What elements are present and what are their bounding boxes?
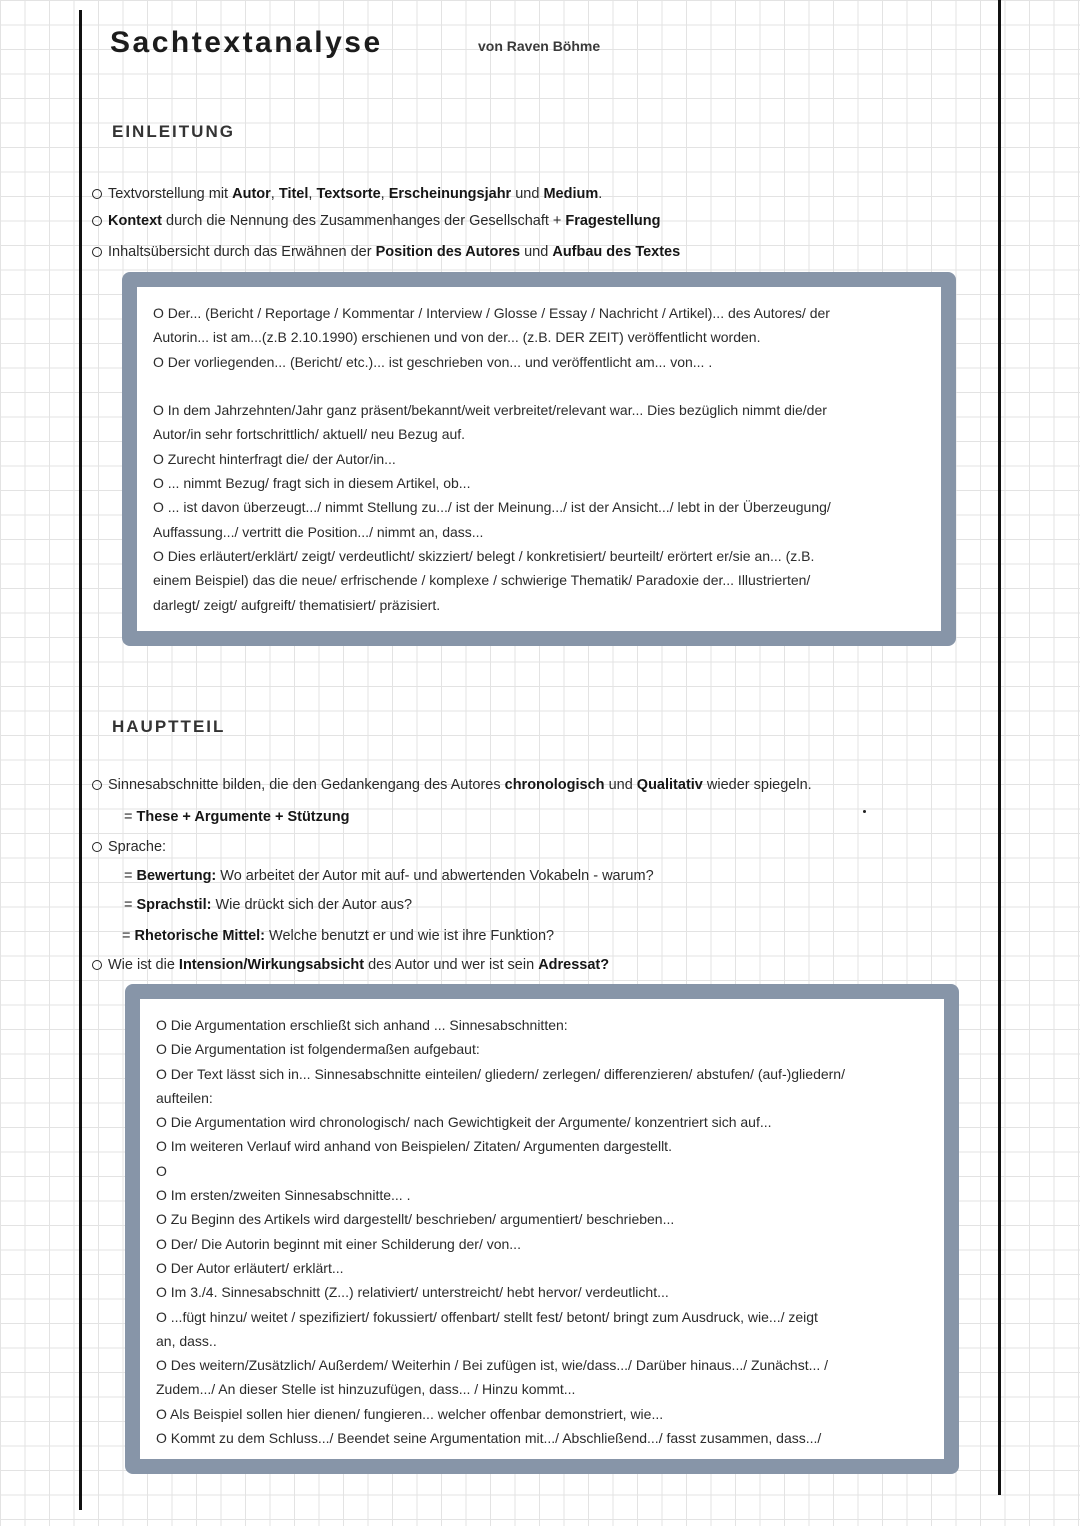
einleitung-phrase-line: Autor/in sehr fortschrittlich/ aktuell/ neu Bezug auf. (153, 426, 466, 443)
section-heading-hauptteil: HAUPTTEIL (112, 717, 226, 736)
einleitung-phrase-line: O In dem Jahrzehnten/Jahr ganz präsent/bekannt/weit verbreitet/relevant war... Dies bezüglich nimmt die/der (153, 402, 827, 419)
author-byline: von Raven Böhme (478, 38, 601, 54)
bullet-text: Inhaltsübersicht durch das Erwähnen der Position des Autores und Aufbau des Textes (108, 244, 681, 260)
hauptteil-phrase-line: O Der/ Die Autorin beginnt mit einer Schilderung der/ von... (156, 1235, 521, 1252)
hauptteil-sub-bewertung: = Bewertung: Wo arbeitet der Autor mit auf- und abwertenden Vokabeln - warum? (124, 868, 654, 884)
einleitung-phrase-line: O ... ist davon überzeugt.../ nimmt Stellung zu.../ ist der Meinung.../ ist der Ansicht.../ lebt in der Überzeugung/ (153, 499, 831, 516)
bullet-text: Sinnesabschnitte bilden, die den Gedankengang des Autores chronologisch und Qualitativ wieder spiegeln. (108, 777, 812, 793)
hauptteil-bullet-intension (92, 955, 609, 975)
einleitung-phrase-line: O Zurecht hinterfragt die/ der Autor/in... (153, 450, 396, 467)
box-spacer (153, 374, 925, 398)
einleitung-bullet-2 (92, 211, 660, 231)
bullet-circle-icon (92, 780, 102, 790)
hauptteil-phrase-line: O ...fügt hinzu/ weitet / spezifiziert/ fokussiert/ offenbart/ stellt fest/ betont/ bringt zum Ausdruck, wie.../ zeigt (156, 1308, 818, 1325)
hauptteil-bullet-sinnesabschnitte (92, 775, 812, 795)
hauptteil-phrase-line: O Der Text lässt sich in... Sinnesabschnitte einteilen/ gliedern/ zerlegen/ differenzieren/ abstufen/ (auf-)gliedern/ (156, 1065, 845, 1082)
bullet-circle-icon (92, 189, 102, 199)
hauptteil-phrase-line: aufteilen: (156, 1089, 213, 1106)
hauptteil-phrase-line: O (156, 1162, 167, 1179)
einleitung-phrase-box (122, 272, 956, 646)
einleitung-phrase-line: O ... nimmt Bezug/ fragt sich in diesem Artikel, ob... (153, 475, 471, 492)
section-heading-einleitung: EINLEITUNG (112, 122, 235, 141)
hauptteil-phrase-line: O Die Argumentation erschließt sich anhand ... Sinnesabschnitten: (156, 1017, 568, 1033)
hauptteil-phrase-line: O Die Argumentation ist folgendermaßen aufgebaut: (156, 1041, 480, 1058)
hauptteil-phrase-line: O Im ersten/zweiten Sinnesabschnitte... . (156, 1187, 411, 1204)
bullet-text: Wie ist die Intension/Wirkungsabsicht des Autor und wer ist sein Adressat? (108, 957, 610, 973)
hauptteil-sub-sprachstil: = Sprachstil: Wie drückt sich der Autor aus? (124, 897, 413, 913)
hauptteil-phrase-line: O Im 3./4. Sinnesabschnitt (Z...) relativiert/ unterstreicht/ hebt hervor/ verdeutlicht... (156, 1284, 669, 1301)
hauptteil-phrase-line: O Der Autor erläutert/ erklärt... (156, 1259, 344, 1276)
einleitung-phrase-line: O Der vorliegenden... (Bericht/ etc.)... ist geschrieben von... und veröffentlicht am... von... . (153, 353, 713, 370)
right-margin-line (998, 0, 1001, 1495)
bullet-text: Sprache: (108, 839, 167, 855)
hauptteil-phrase-line: O Zu Beginn des Artikels wird dargestellt/ beschrieben/ argumentiert/ beschrieben... (156, 1211, 675, 1228)
bullet-circle-icon (92, 216, 102, 226)
left-margin-line (79, 10, 82, 1510)
einleitung-phrase-line: O Dies erläutert/erklärt/ zeigt/ verdeutlicht/ skizziert/ belegt / konkretisiert/ beurteilt/ erörtert er/sie an... (z.B. (153, 547, 815, 564)
bullet-circle-icon (92, 842, 102, 852)
hauptteil-phrase-line: O Die Argumentation wird chronologisch/ nach Gewichtigkeit der Argumente/ konzentriert sich auf... (156, 1114, 772, 1131)
einleitung-phrase-line: Autorin... ist am...(z.B 2.10.1990) erschienen und von der... (z.B. DER ZEIT) veröffentlicht worden. (153, 329, 761, 346)
einleitung-bullet-1 (92, 184, 602, 204)
hauptteil-phrase-box (125, 984, 959, 1474)
bullet-text: Kontext durch die Nennung des Zusammenhanges der Gesellschaft + Fragestellung (108, 213, 661, 229)
hauptteil-phrase-line: O Des weitern/Zusätzlich/ Außerdem/ Weiterhin / Bei zufügen ist, wie/dass.../ Darüber hinaus.../ Zunächst... / (156, 1357, 829, 1374)
stray-dot (863, 810, 866, 813)
einleitung-phrase-line: Auffassung.../ vertritt die Position.../ nimmt an, dass... (153, 523, 484, 540)
hauptteil-sub-these: = These + Argumente + Stützung (124, 809, 350, 825)
bullet-circle-icon (92, 247, 102, 257)
bullet-text: Textvorstellung mit Autor, Titel, Textsorte, Erscheinungsjahr und Medium. (108, 186, 603, 202)
page-title: Sachtextanalyse (110, 26, 383, 59)
hauptteil-phrase-line: O Als Beispiel sollen hier dienen/ fungieren... welcher offenbar demonstriert, wie... (156, 1405, 664, 1422)
hauptteil-sub-rhetorik: = Rhetorische Mittel: Welche benutzt er und wie ist ihre Funktion? (122, 928, 555, 944)
einleitung-bullet-3 (92, 242, 680, 262)
hauptteil-phrase-line: an, dass.. (156, 1332, 217, 1349)
hauptteil-bullet-sprache (92, 837, 166, 857)
einleitung-phrase-line: einem Beispiel) das die neue/ erfrischende / komplexe / schwierige Thematik/ Paradoxie der... Illustrierten/ (153, 572, 811, 589)
einleitung-phrase-line: O Der... (Bericht / Reportage / Kommentar / Interview / Glosse / Essay / Nachricht / Artikel)... des Autores/ der (153, 305, 830, 321)
einleitung-phrase-line: darlegt/ zeigt/ aufgreift/ thematisiert/ präzisiert. (153, 596, 441, 613)
hauptteil-phrase-line: O Kommt zu dem Schluss.../ Beendet seine Argumentation mit.../ Abschließend.../ fasst zusammen, dass.../ (156, 1430, 822, 1447)
hauptteil-phrase-line: O Im weiteren Verlauf wird anhand von Beispielen/ Zitaten/ Argumenten dargestellt. (156, 1138, 672, 1155)
bullet-circle-icon (92, 960, 102, 970)
hauptteil-phrase-line: Zudem.../ An dieser Stelle ist hinzuzufügen, dass... / Hinzu kommt... (156, 1381, 576, 1398)
